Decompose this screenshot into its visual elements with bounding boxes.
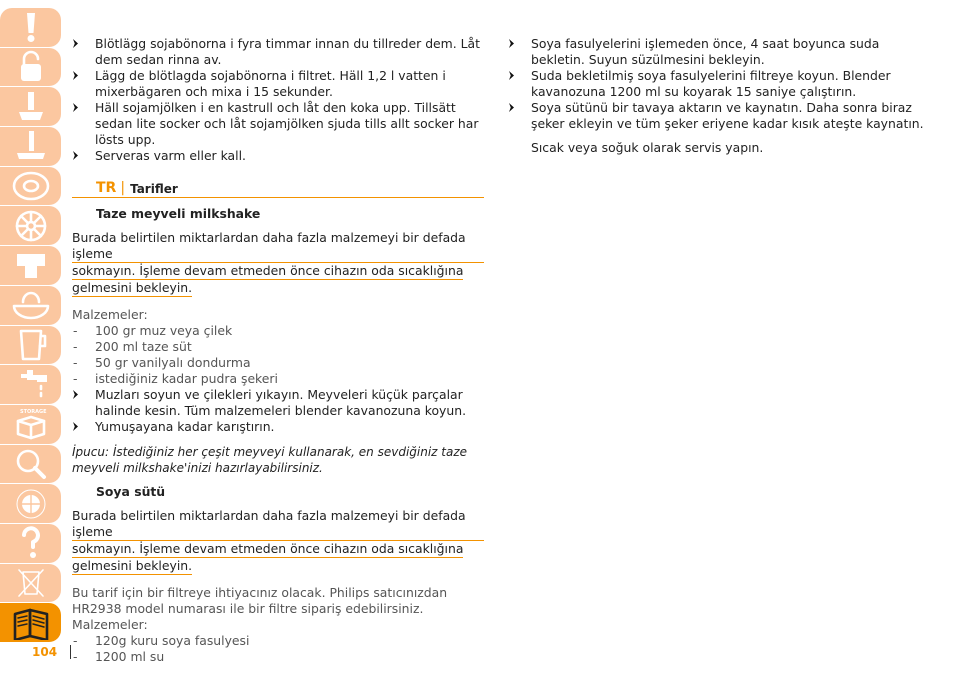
sidebar-nav (0, 8, 61, 643)
ingredients-label: Malzemeler: (72, 307, 148, 322)
heading-separator: | (120, 180, 126, 196)
left-column (72, 36, 484, 665)
ingredient-item: - 50 gr vanilyalı dondurma (72, 355, 484, 371)
list-item: Blötlägg sojabönorna i fyra timmar innan du tillreder dem. Låt dem sedan rinna av. (72, 36, 484, 68)
section-heading (72, 179, 484, 198)
citrus-press-icon (9, 288, 53, 322)
tip-text: İpucu: İstediğiniz her çeşit meyveyi kullanarak, en sevdiğiniz taze meyveli milkshake'inizi hazırlayabilirsiniz. (72, 445, 468, 475)
hand-blender-icon (9, 129, 53, 163)
tab-citrus-press[interactable] (0, 286, 61, 325)
disposal-icon (9, 566, 53, 600)
warning-line: Burada belirtilen miktarlardan daha fazla malzemeyi bir defada işleme (72, 508, 484, 541)
list-item: Lägg de blötlagda sojabönorna i filtret. Häll 1,2 l vatten i mixerbägaren och mixa i 15 sekunder. (72, 68, 484, 100)
page-number: 104 (32, 645, 58, 659)
globe-icon (9, 487, 53, 521)
recipe-title-milkshake: Taze meyveli milkshake (96, 206, 261, 221)
warning-note (72, 230, 484, 297)
blender-icon (9, 90, 53, 124)
tab-faq[interactable] (0, 524, 61, 563)
jug-icon (9, 328, 53, 362)
ingredient-item: - 200 ml taze süt (72, 339, 484, 355)
tab-mincer[interactable] (0, 246, 61, 285)
list-item: Suda bekletilmiş soya fasulyelerini filtreye koyun. Blender kavanozuna 1200 ml su koyarak 15 saniye çalıştırın. (508, 68, 928, 100)
tab-guarantee[interactable] (0, 484, 61, 523)
serving-note: Sıcak veya soğuk olarak servis yapın. (531, 140, 764, 155)
warning-line: Burada belirtilen miktarlardan daha fazla malzemeyi bir defada işleme (72, 230, 484, 263)
warning-line: gelmesini bekleyin. (72, 558, 193, 573)
filter-disc-icon (9, 169, 53, 203)
warning-note (72, 508, 484, 575)
ingredients-label: Malzemeler: (72, 617, 148, 632)
exclamation-icon (9, 10, 53, 44)
tab-safety-lock[interactable] (0, 48, 61, 87)
ingredient-item: - 120g kuru soya fasulyesi (72, 633, 484, 649)
recipe-book-icon (9, 606, 53, 640)
filter-note: Bu tarif için bir filtreye ihtiyacınız olacak. Philips satıcınızdan HR2938 model numarası ile bir filtre sipariş edebilirsiniz. (72, 585, 448, 616)
tap-icon (9, 368, 53, 402)
language-code: TR (96, 180, 117, 196)
list-item: Yumuşayana kadar karıştırın. (72, 419, 484, 435)
magnifier-icon (9, 447, 53, 481)
tab-recipes[interactable] (0, 603, 61, 642)
svg-text:STORAGE: STORAGE (19, 409, 47, 416)
list-item: Soya sütünü bir tavaya aktarın ve kaynatın. Daha sonra biraz şeker ekleyin ve tüm şeker eriyene kadar kısık ateşte kaynatın. (508, 100, 928, 132)
warning-line: sokmayın. İşleme devam etmeden önce cihazın oda sıcaklığına (72, 263, 464, 278)
tab-hand-blender[interactable] (0, 127, 61, 166)
tab-environment[interactable] (0, 564, 61, 603)
tab-storage[interactable] (0, 405, 61, 444)
ingredient-item: - 100 gr muz veya çilek (72, 323, 484, 339)
mincer-icon (9, 248, 53, 282)
ingredient-item: - 1200 ml su (72, 649, 484, 665)
page-number-divider (70, 645, 71, 659)
list-item: Serveras varm eller kall. (72, 148, 484, 164)
tab-slicing-disc[interactable] (0, 206, 61, 245)
warning-line: sokmayın. İşleme devam etmeden önce cihazın oda sıcaklığına (72, 541, 464, 556)
tab-warnings[interactable] (0, 8, 61, 47)
ingredient-item: - istediğiniz kadar pudra şekeri (72, 371, 484, 387)
lock-icon (9, 50, 53, 84)
question-icon (9, 526, 53, 560)
tab-jug[interactable] (0, 326, 61, 365)
tab-blender[interactable] (0, 87, 61, 126)
tab-filter-disc[interactable] (0, 167, 61, 206)
list-item: Häll sojamjölken i en kastrull och låt den koka upp. Tillsätt sedan lite socker och låt sojamjölken sjuda tills allt socker har lösts upp. (72, 100, 484, 148)
tab-cleaning[interactable] (0, 365, 61, 404)
right-column (508, 36, 928, 156)
warning-line: gelmesini bekleyin. (72, 280, 193, 295)
storage-box-icon (9, 407, 53, 441)
recipe-title-soy-milk: Soya sütü (96, 484, 166, 499)
section-title: Tarifler (130, 182, 178, 196)
slicing-disc-icon (9, 209, 53, 243)
list-item: Muzları soyun ve çilekleri yıkayın. Meyveleri küçük parçalar halinde kesin. Tüm malzemeleri blender kavanozuna koyun. (72, 387, 484, 419)
list-item: Soya fasulyelerini işlemeden önce, 4 saat boyunca suda bekletin. Suyun süzülmesini bekleyin. (508, 36, 928, 68)
tab-troubleshooting[interactable] (0, 445, 61, 484)
